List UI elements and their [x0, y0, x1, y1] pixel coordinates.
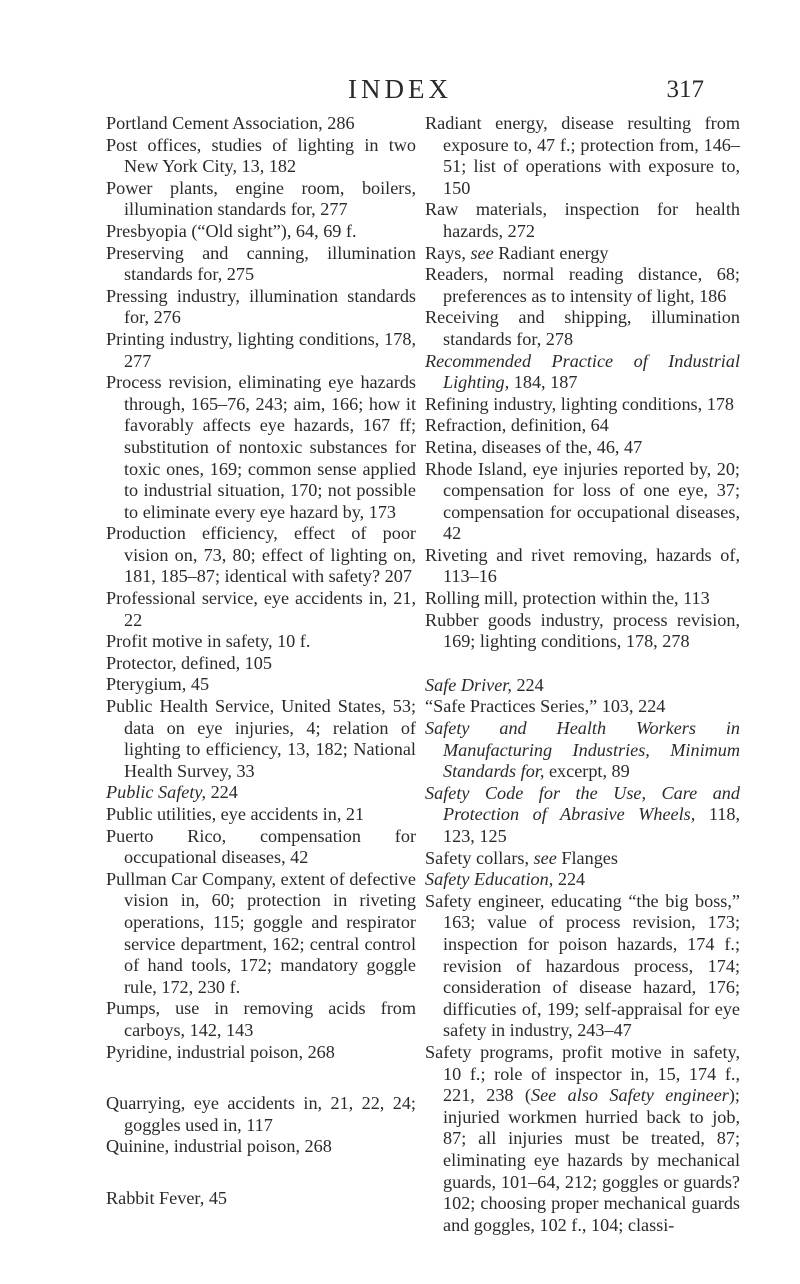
index-entry-text: Rabbit Fever, 45 [106, 1187, 228, 1208]
index-entry-text: Retina, diseases of the, 46, 47 [425, 436, 643, 457]
index-entry [425, 394, 740, 416]
index-entry-text: Post offices, studies of lighting in two New York City, 13, 182 [106, 134, 416, 177]
index-entry-text: 224 [206, 782, 238, 803]
index-entry-text: excerpt, 89 [544, 761, 630, 782]
index-entry-text: Preserving and canning, illumination standards for, 275 [106, 242, 416, 285]
index-entry-text: Professional service, eye accidents in, 21, 22 [106, 588, 416, 630]
index-entry-text: Power plants, engine room, boilers, illumination standards for, 277 [106, 177, 416, 220]
index-entry-text: Public Health Service, United States, 53; data on eye injuries, 4; relation of lighting to efficiency, 13, 182; National Health Survey, 33 [106, 696, 416, 781]
index-entry-cross-ref: See also Safety engineer [531, 1085, 729, 1106]
index-entry [425, 675, 740, 697]
index-entry [106, 113, 416, 135]
index-entry-text: 118, 123, 125 [443, 804, 741, 846]
index-entry [425, 459, 740, 545]
index-entry [106, 826, 416, 869]
index-entry-text: Refraction, definition, 64 [425, 415, 609, 436]
index-entry-text: Process revision, eliminating eye hazards through, 165–76, 243; aim, 166; how it favorably affects eye hazards, 167 ff; substitution of nontoxic substances for toxic ones, 169; common sense applied to industrial situation, 170; not possible to eliminate every eye hazard by, 173 [106, 372, 416, 522]
index-entry-text-after: ); injuried workmen hurried back to job, 87; all injuries must be treated, 87; eliminating eye hazards by mechanical guards, 101–64, 212; goggles or guards? 102; choosing proper mechanical guards and goggles, 102 f., 104; classi- [443, 1085, 740, 1235]
index-column-left [106, 113, 416, 1210]
index-entry-text: 184, 187 [509, 372, 578, 393]
index-entry [425, 545, 740, 588]
index-entry [106, 674, 416, 696]
index-entry [425, 264, 740, 307]
index-entry-text: Quarrying, eye accidents in, 21, 22, 24; goggles used in, 117 [106, 1093, 416, 1135]
index-entry-text: 224 [511, 674, 544, 695]
index-entry [425, 351, 740, 394]
index-entry-cross-ref: see [470, 242, 494, 263]
index-entry [425, 610, 740, 653]
index-entry-title: Recommended Practice of Industrial Lighting, [425, 350, 740, 393]
index-entry-title: Safety and Health Workers in Manufacturing Industries, Minimum Standards for, [425, 718, 740, 782]
index-entry [425, 718, 740, 783]
index-entry [425, 113, 740, 199]
index-entry-title: Public Safety, [106, 782, 207, 803]
index-entry [106, 696, 416, 782]
index-entry [106, 1188, 416, 1210]
index-entry [425, 415, 740, 437]
index-entry [106, 869, 416, 999]
index-entry-text: Presbyopia (“Old sight”), 64, 69 f. [106, 220, 357, 241]
index-entry-text: 224 [553, 869, 586, 890]
index-entry-text: Riveting and rivet removing, hazards of, 113–16 [425, 544, 740, 587]
page-title: INDEX [348, 74, 452, 104]
index-entry-text: Pyridine, industrial poison, 268 [106, 1041, 335, 1062]
index-entry-text: Raw materials, inspection for health hazards, 272 [425, 199, 740, 241]
index-entry [425, 869, 740, 891]
index-entry-cross-ref: see [533, 847, 557, 868]
index-entry [106, 523, 416, 588]
index-entry [425, 783, 740, 848]
index-entry [106, 329, 416, 372]
index-entry-text: Safety collars, [425, 847, 534, 868]
index-entry-text: Receiving and shipping, illumination standards for, 278 [425, 307, 740, 349]
section-gap [425, 653, 740, 675]
index-entry [106, 1042, 416, 1064]
index-entry [106, 1093, 416, 1136]
section-gap [106, 1158, 416, 1188]
index-entry-text: Rubber goods industry, process revision, 169; lighting conditions, 178, 278 [425, 609, 740, 652]
index-entry [106, 1136, 416, 1158]
index-column-right [425, 113, 740, 1236]
index-entry-text: Safety programs, profit motive in safety, 10 f.; role of inspector in, 15, 174 f., 221, 238 ( [425, 1041, 740, 1106]
index-entry-text: Refining industry, lighting conditions, 178 [425, 393, 735, 414]
index-entry-title: Safety Code for the Use, Care and Protection of Abrasive Wheels, [425, 782, 740, 825]
index-entry [425, 848, 740, 870]
page-number: 317 [666, 76, 704, 103]
index-entry [106, 588, 416, 631]
index-entry-text: Pterygium, 45 [106, 674, 210, 695]
index-entry-text: Printing industry, lighting conditions, 178, 277 [106, 328, 416, 371]
index-entry [106, 631, 416, 653]
index-entry [106, 221, 416, 243]
index-entry-text: Puerto Rico, compensation for occupational diseases, 42 [106, 825, 416, 868]
index-entry-text: Pressing industry, illumination standards for, 276 [106, 285, 416, 328]
index-entry-text: Public utilities, eye accidents in, 21 [106, 804, 365, 824]
index-entry [425, 1042, 740, 1236]
index-entry [425, 891, 740, 1042]
index-entry-text: Pumps, use in removing acids from carboys, 142, 143 [106, 998, 416, 1040]
index-entry [425, 307, 740, 350]
index-entry [106, 653, 416, 675]
index-entry [106, 372, 416, 523]
index-entry [425, 437, 740, 459]
index-entry-text: Quinine, industrial poison, 268 [106, 1136, 332, 1157]
index-entry-text: Profit motive in safety, 10 f. [106, 631, 311, 652]
index-entry [106, 286, 416, 329]
index-entry-title: Safety Education, [425, 869, 554, 890]
index-entry-text: Safety engineer, educating “the big boss,” 163; value of process revision, 173; inspection for poison hazards, 174 f.; revision of hazardous process, 174; consideration of disease hazard, 176; difficuties of, 199; self-appraisal for eye safety in industry, 243–47 [425, 890, 740, 1041]
index-entry [106, 178, 416, 221]
page-header [0, 74, 800, 114]
section-gap [106, 1063, 416, 1093]
index-entry-text: Rolling mill, protection within the, 113 [425, 588, 710, 609]
index-entry [425, 588, 740, 610]
index-entry-text-after: Radiant energy [493, 242, 609, 263]
index-entry-text: Pullman Car Company, extent of defective vision in, 60; protection in riveting operations, 115; goggle and respirator service department, 162; central control of hand tools, 172; mandatory goggle rule, 172, 230 f. [106, 868, 416, 997]
index-entry [106, 782, 416, 804]
index-entry-title: Safe Driver, [425, 674, 512, 695]
index-entry [106, 135, 416, 178]
index-entry [425, 243, 740, 265]
index-entry [106, 804, 416, 826]
index-entry [106, 998, 416, 1041]
index-entry-text: Production efficiency, effect of poor vision on, 73, 80; effect of lighting on, 181, 185–87; identical with safety? 207 [106, 523, 416, 587]
index-entry-text: Radiant energy, disease resulting from exposure to, 47 f.; protection from, 146–51; list of operations with exposure to, 150 [425, 113, 740, 198]
index-entry-text: Readers, normal reading distance, 68; preferences as to intensity of light, 186 [425, 264, 740, 306]
index-entry [425, 199, 740, 242]
index-entry-text: Protector, defined, 105 [106, 652, 272, 673]
index-entry [106, 243, 416, 286]
index-entry-text: Rhode Island, eye injuries reported by, 20; compensation for loss of one eye, 37; compensation for occupational diseases, 42 [425, 458, 740, 544]
index-entry-text: Rays, [425, 242, 471, 263]
index-entry-text: “Safe Practices Series,” 103, 224 [425, 696, 666, 717]
index-entry [425, 696, 740, 718]
index-entry-text-after: Flanges [556, 847, 618, 868]
index-entry-text: Portland Cement Association, 286 [106, 113, 355, 133]
